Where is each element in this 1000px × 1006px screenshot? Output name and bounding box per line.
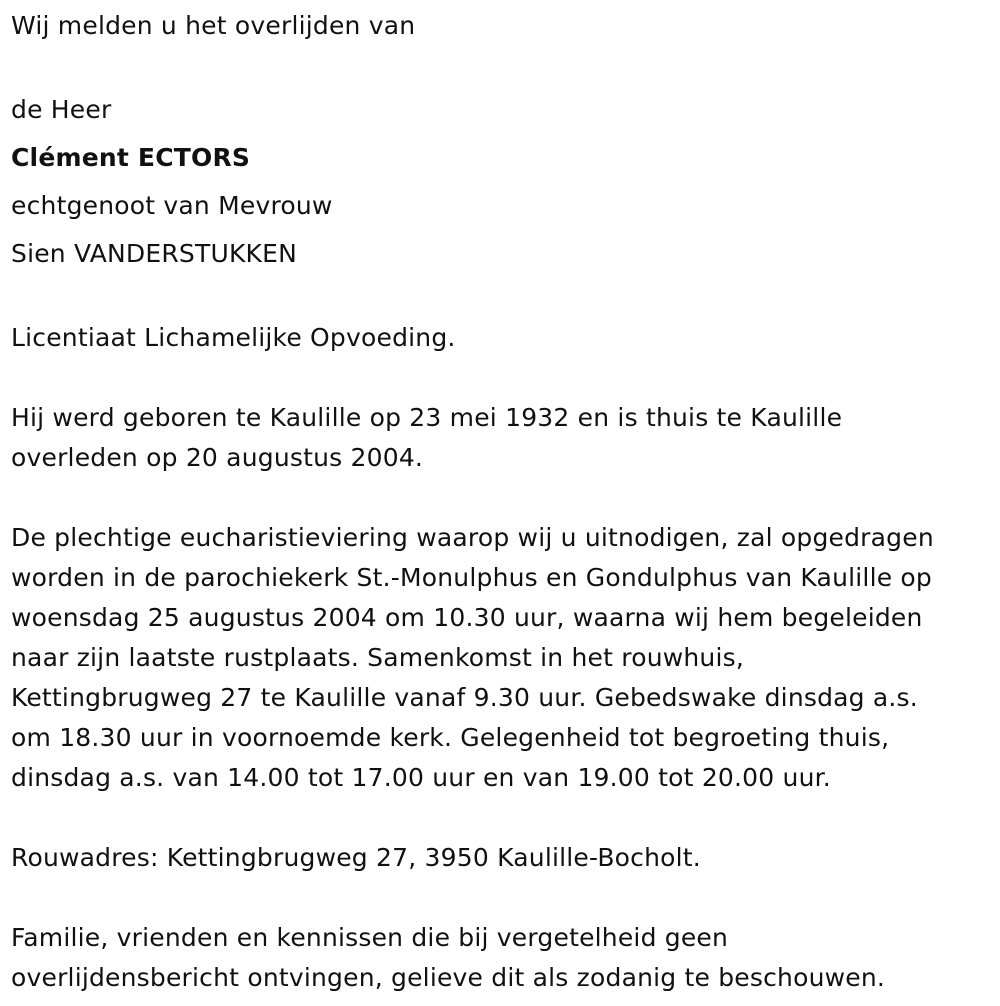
paragraph-line: Hij werd geboren te Kaulille op 23 mei 1932 en is thuis te Kaulille — [11, 403, 843, 432]
deceased-name: Clément ECTORS — [11, 143, 251, 172]
ceremony-paragraph — [11, 518, 986, 798]
spouse-name: Sien VANDERSTUKKEN — [11, 239, 298, 268]
professional-title: Licentiaat Lichamelijke Opvoeding. — [11, 323, 456, 352]
deceased-block — [11, 86, 986, 278]
spacer — [11, 46, 986, 86]
salutation: de Heer — [11, 95, 112, 124]
paragraph-line: naar zijn laatste rustplaats. Samenkomst in het rouwhuis, — [11, 643, 744, 672]
paragraph-line: om 18.30 uur in voornoemde kerk. Gelegenheid tot begroeting thuis, — [11, 723, 890, 752]
paragraph-line: Familie, vrienden en kennissen die bij vergetelheid geen — [11, 923, 729, 952]
birth-death-paragraph — [11, 398, 986, 478]
spacer — [11, 358, 986, 398]
paragraph-line: De plechtige eucharistieviering waarop wij u uitnodigen, zal opgedragen — [11, 523, 934, 552]
spouse-intro: echtgenoot van Mevrouw — [11, 191, 333, 220]
paragraph-line: overleden op 20 augustus 2004. — [11, 443, 424, 472]
paragraph-line: woensdag 25 augustus 2004 om 10.30 uur, waarna wij hem begeleiden — [11, 603, 923, 632]
intro-text: Wij melden u het overlijden van — [11, 11, 416, 40]
death-notice — [11, 6, 986, 998]
paragraph-line: dinsdag a.s. van 14.00 tot 17.00 uur en van 19.00 tot 20.00 uur. — [11, 763, 831, 792]
closing-paragraph — [11, 918, 986, 998]
mourning-address: Rouwadres: Kettingbrugweg 27, 3950 Kaulille-Bocholt. — [11, 843, 701, 872]
spacer — [11, 278, 986, 318]
paragraph-line: overlijdensbericht ontvingen, gelieve dit als zodanig te beschouwen. — [11, 963, 886, 992]
spacer — [11, 478, 986, 518]
paragraph-line: worden in de parochiekerk St.-Monulphus en Gondulphus van Kaulille op — [11, 563, 933, 592]
paragraph-line: Kettingbrugweg 27 te Kaulille vanaf 9.30 uur. Gebedswake dinsdag a.s. — [11, 683, 918, 712]
spacer — [11, 798, 986, 838]
spacer — [11, 878, 986, 918]
